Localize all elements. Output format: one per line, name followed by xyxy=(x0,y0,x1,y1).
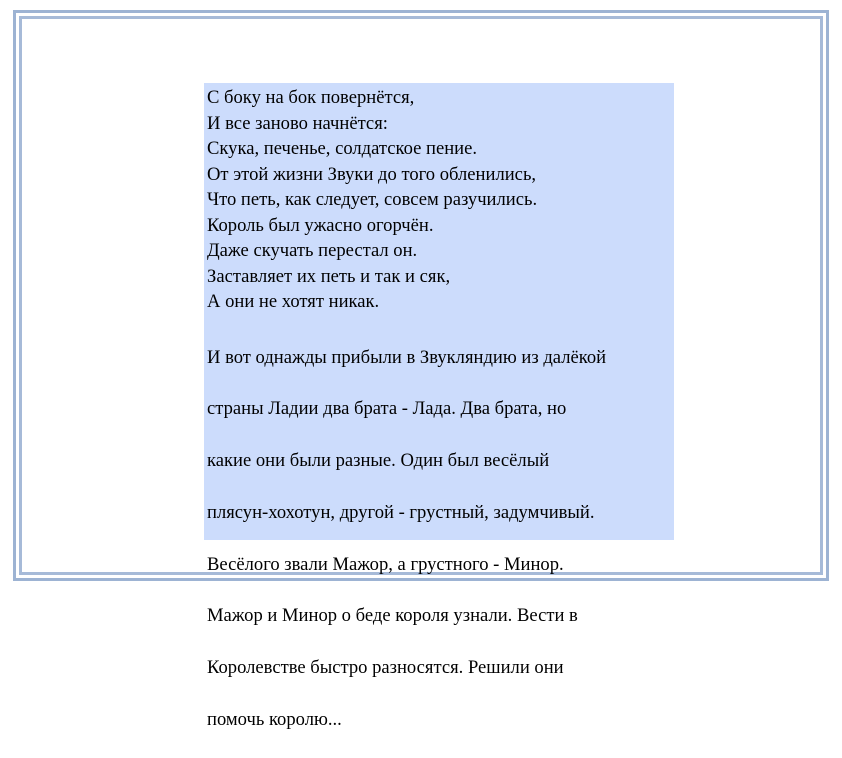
poem-line: И все заново начнётся: xyxy=(207,111,674,137)
poem-line: Скука, печенье, солдатское пение. xyxy=(207,136,674,162)
prose-line: И вот однажды прибыли в Звукляндию из далёкой xyxy=(207,345,674,371)
prose-line: какие они были разные. Один был весёлый xyxy=(207,448,674,474)
prose-line: помочь королю... xyxy=(207,707,674,733)
poem-stanza xyxy=(207,85,674,315)
prose-line: плясун-хохотун, другой - грустный, задумчивый. xyxy=(207,500,674,526)
prose-paragraph xyxy=(207,319,674,758)
prose-line: Мажор и Минор о беде короля узнали. Вести в xyxy=(207,603,674,629)
poem-line: От этой жизни Звуки до того обленились, xyxy=(207,162,674,188)
poem-line: Король был ужасно огорчён. xyxy=(207,213,674,239)
poem-line: Даже скучать перестал он. xyxy=(207,238,674,264)
poem-line: С боку на бок повернётся, xyxy=(207,85,674,111)
story-text-block xyxy=(204,83,674,540)
prose-line: страны Ладии два брата - Лада. Два брата, но xyxy=(207,396,674,422)
poem-line: А они не хотят никак. xyxy=(207,289,674,315)
poem-line: Заставляет их петь и так и сяк, xyxy=(207,264,674,290)
poem-line: Что петь, как следует, совсем разучились. xyxy=(207,187,674,213)
prose-line: Королевстве быстро разносятся. Решили они xyxy=(207,655,674,681)
prose-line: Весёлого звали Мажор, а грустного - Минор. xyxy=(207,552,674,578)
